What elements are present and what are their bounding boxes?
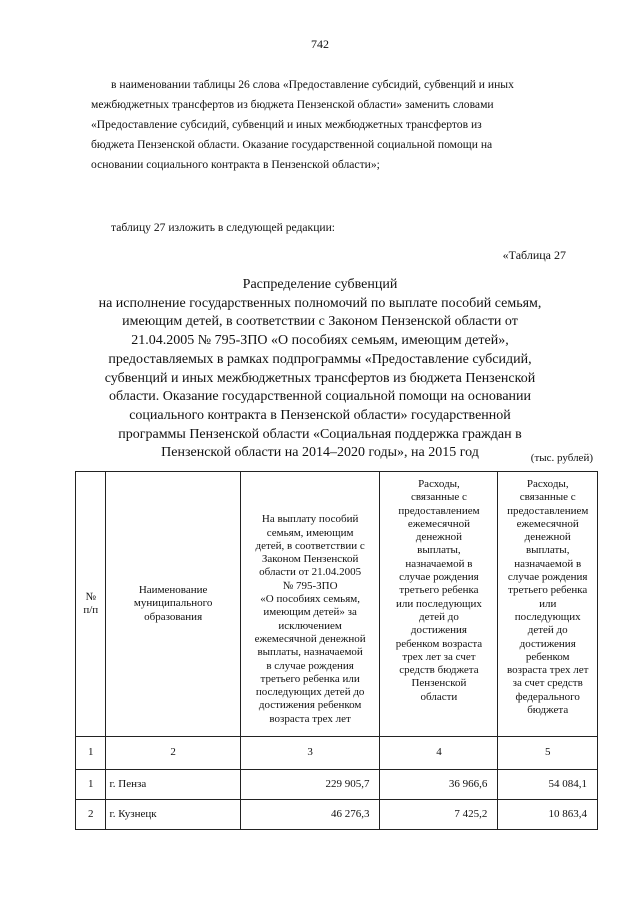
- amendment-paragraph: [91, 75, 566, 175]
- subvention-table: [75, 471, 598, 830]
- header-line: трех лет за счет: [402, 650, 476, 663]
- header-municipality: [106, 472, 240, 737]
- header-line: ребенком: [525, 650, 570, 663]
- header-line: На выплату пособий: [261, 513, 359, 526]
- title-line: социального контракта в Пензенской области» государственной: [129, 407, 511, 423]
- header-line: бюджета: [527, 704, 569, 717]
- municipality-name: г. Кузнецк: [106, 800, 240, 830]
- header-line: связанные с: [519, 491, 576, 504]
- column-index: 5: [498, 737, 598, 770]
- paragraph-line: «Предоставление субсидий, субвенций и иных межбюджетных трансфертов из: [91, 118, 482, 131]
- title-line: субвенций и иных межбюджетных трансфертов из бюджета Пензенской: [104, 370, 536, 386]
- header-line: области: [420, 690, 458, 703]
- row-number: 2: [76, 800, 106, 830]
- regional-value: 36 966,6: [380, 770, 498, 800]
- header-line: исключением: [278, 619, 342, 632]
- header-line: возраста трех лет: [269, 712, 351, 725]
- header-line: области от 21.04.2005: [259, 566, 362, 579]
- title-line: 21.04.2005 № 795-ЗПО «О пособиях семьям, имеющим детей»,: [131, 333, 509, 349]
- row-number: 1: [76, 770, 106, 800]
- header-line: выплаты,: [525, 544, 570, 557]
- header-line: последующих: [514, 610, 581, 623]
- instruction-paragraph: таблицу 27 изложить в следующей редакции:: [111, 221, 336, 234]
- header-line: третьего ребенка: [399, 584, 479, 597]
- header-line: детей до: [418, 610, 459, 623]
- header-line: имеющим детей» за: [263, 606, 357, 619]
- header-line: Расходы,: [526, 478, 569, 490]
- header-line: достижения: [519, 637, 576, 650]
- title-line: области. Оказание государственной социальной помощи на основании: [108, 389, 532, 405]
- header-line: третьего ребенка или: [260, 672, 360, 685]
- header-line: семьям, имеющим: [266, 526, 354, 539]
- header-line: предоставлением: [507, 504, 589, 517]
- federal-value: 10 863,4: [498, 800, 598, 830]
- title-line: программы Пензенской области «Социальная поддержка граждан в: [118, 426, 522, 442]
- regional-value: 7 425,2: [380, 800, 498, 830]
- header-line: муниципального: [133, 597, 213, 610]
- table-title: [70, 276, 570, 463]
- header-line: назначаемой в: [514, 557, 582, 570]
- header-line: ежемесячной: [407, 517, 470, 530]
- header-line: Наименование: [138, 584, 208, 597]
- header-line: образования: [144, 610, 203, 623]
- header-line: ежемесячной: [516, 517, 579, 530]
- header-line: денежной: [415, 531, 462, 544]
- title-line: предоставляемых в рамках подпрограммы «Предоставление субсидий,: [108, 351, 532, 367]
- table-header-row: [76, 472, 598, 737]
- municipality-name: г. Пенза: [106, 770, 240, 800]
- header-line: случае рождения: [399, 571, 479, 584]
- header-line: Законом Пензенской: [261, 553, 359, 566]
- header-line: п/п: [83, 604, 99, 616]
- units-label: (тыс. рублей): [530, 452, 593, 464]
- federal-value: 54 084,1: [498, 770, 598, 800]
- header-line: выплаты, назначаемой: [257, 646, 363, 659]
- header-line: в случае рождения: [266, 659, 354, 672]
- header-line: последующих детей до: [255, 686, 365, 699]
- header-line: возраста трех лет: [506, 664, 589, 677]
- header-line: федерального: [515, 690, 580, 703]
- header-line: третьего ребенка: [508, 584, 588, 597]
- header-line: достижения: [410, 624, 467, 637]
- header-line: детей до: [527, 624, 568, 637]
- header-line: или: [539, 597, 557, 610]
- header-line: или последующих: [395, 597, 482, 610]
- column-index: 4: [380, 737, 498, 770]
- benefits-value: 229 905,7: [240, 770, 380, 800]
- header-benefits: [240, 472, 380, 737]
- column-index: 1: [76, 737, 106, 770]
- header-line: детей, в соответствии с: [255, 539, 365, 552]
- title-line: на исполнение государственных полномочий по выплате пособий семьям,: [98, 295, 542, 311]
- column-index: 2: [106, 737, 240, 770]
- header-line: связанные с: [410, 491, 467, 504]
- benefits-value: 46 276,3: [240, 800, 380, 830]
- header-line: выплаты,: [417, 544, 461, 557]
- title-line: Пензенской области на 2014–2020 годы», на 2015 год: [161, 445, 479, 461]
- page-number: 742: [311, 37, 329, 51]
- table-label: «Таблица 27: [502, 248, 566, 262]
- paragraph-line: межбюджетных трансфертов из бюджета Пензенской области» заменить словами: [91, 98, 494, 111]
- header-line: Пензенской: [411, 677, 467, 690]
- header-line: достижения ребенком: [258, 699, 362, 712]
- paragraph-line: основании социального контракта в Пензенской области»;: [91, 158, 380, 171]
- header-line: предоставлением: [398, 504, 480, 517]
- header-line: ребенком возраста: [395, 637, 483, 650]
- header-line: ежемесячной денежной: [254, 632, 366, 645]
- header-line: Расходы,: [418, 478, 460, 490]
- header-federal-expenses: [498, 472, 598, 737]
- header-line: №: [85, 590, 96, 603]
- title-line: имеющим детей, в соответствии с Законом Пензенской области от: [122, 314, 518, 330]
- title-line: Распределение субвенций: [242, 277, 398, 292]
- table-row: [76, 800, 598, 830]
- header-number: [76, 472, 106, 737]
- paragraph-line: бюджета Пензенской области. Оказание государственной социальной помощи на: [91, 138, 493, 151]
- paragraph-line: в наименовании таблицы 26 слова «Предоставление субсидий, субвенций и иных: [111, 78, 514, 91]
- header-regional-expenses: [380, 472, 498, 737]
- column-index: 3: [240, 737, 380, 770]
- header-line: назначаемой в: [405, 557, 473, 570]
- header-line: случае рождения: [507, 571, 588, 584]
- header-line: средств бюджета: [399, 664, 479, 677]
- header-line: денежной: [524, 531, 571, 544]
- header-line: № 795-ЗПО: [282, 579, 338, 592]
- table-row: [76, 770, 598, 800]
- column-index-row: [76, 737, 598, 770]
- header-line: за счет средств: [512, 677, 583, 690]
- header-line: «О пособиях семьям,: [260, 593, 360, 606]
